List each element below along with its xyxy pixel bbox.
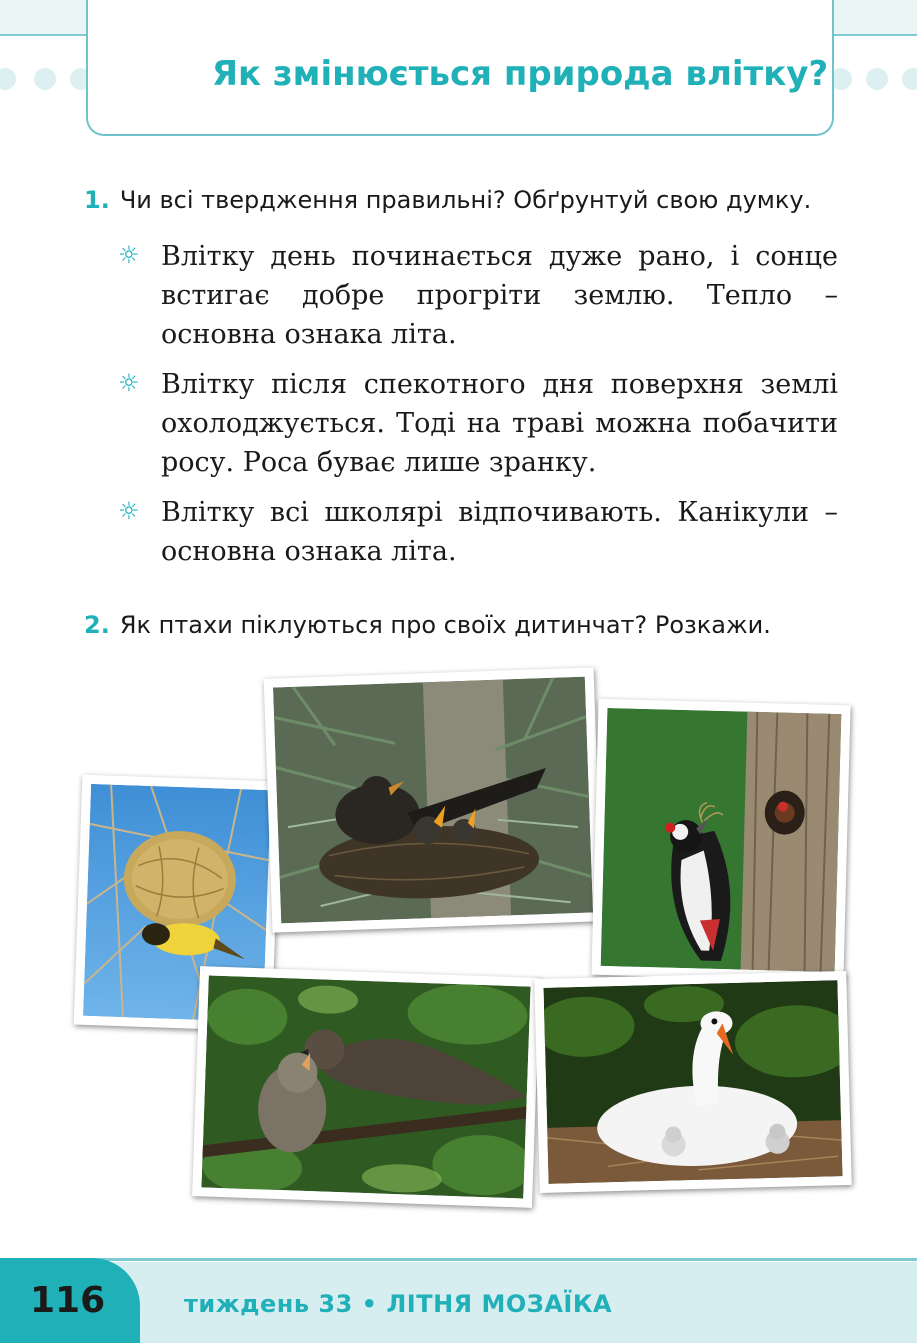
sun-icon: ☼ xyxy=(118,497,140,525)
sun-icon: ☼ xyxy=(118,369,140,397)
photo-woodpecker xyxy=(591,699,850,982)
header-line-right xyxy=(832,34,917,36)
header-band-left xyxy=(0,0,86,34)
sun-icon: ☼ xyxy=(118,241,140,269)
footer-line xyxy=(0,1258,917,1261)
decor-dot xyxy=(902,68,917,90)
page-number: 116 xyxy=(30,1280,106,1321)
page-title: Як змінюється природа влітку? xyxy=(211,54,829,94)
question-text: Як птахи піклуються про своїх дитинчат? Розкажи. xyxy=(119,611,771,639)
statement-item xyxy=(118,493,838,571)
question-2 xyxy=(84,611,771,639)
photo-bird-feeding-chick xyxy=(192,966,540,1208)
statement-item xyxy=(118,365,838,482)
statement-text: Влітку після спекотного дня поверхня землі охолоджується. Тоді на траві можна побачити росу. Роса буває лише зранку. xyxy=(161,369,838,478)
photo-blackbird-nest xyxy=(264,667,603,932)
question-1 xyxy=(84,186,811,214)
statement-text: Влітку день починається дуже рано, і сонце встигає добре прогріти землю. Тепло – основна ознака літа. xyxy=(161,241,838,350)
question-text: Чи всі твердження правильні? Обґрунтуй свою думку. xyxy=(119,186,812,214)
decor-dot xyxy=(34,68,56,90)
question-number: 2. xyxy=(84,611,110,639)
footer-section-title: тиждень 33 • ЛІТНЯ МОЗАЇКА xyxy=(184,1290,613,1318)
decor-dot xyxy=(0,68,16,90)
header-line-left xyxy=(0,34,86,36)
question-number: 1. xyxy=(84,186,110,214)
header-band-right xyxy=(832,0,917,34)
statement-item xyxy=(118,237,838,354)
decor-dot xyxy=(866,68,888,90)
statement-text: Влітку всі школярі відпочивають. Канікули – основна ознака літа. xyxy=(161,497,838,567)
title-box xyxy=(86,0,834,136)
photo-swan-with-cygnets xyxy=(534,971,851,1193)
